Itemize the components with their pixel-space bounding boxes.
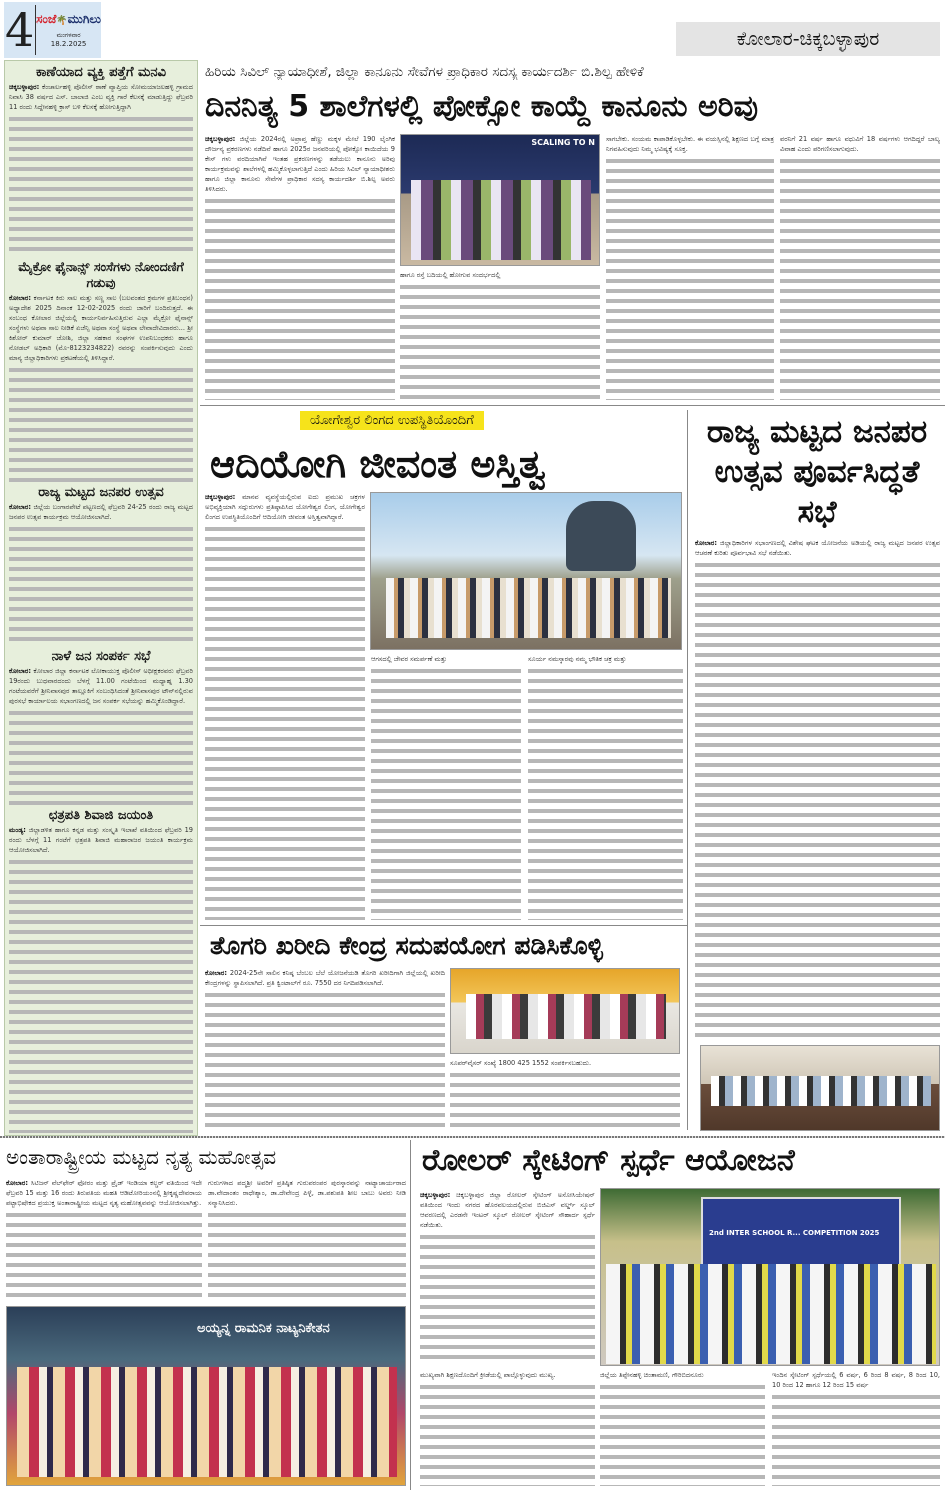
masthead: [4, 2, 101, 58]
skating-photo: [600, 1188, 940, 1366]
brief-headline: ಕಾಣೆಯಾದ ವ್ಯಕ್ತಿ ಪತ್ತೆಗೆ ಮನವಿ: [35, 65, 167, 80]
photo-banner: 2nd INTER SCHOOL R... COMPETITION 2025: [709, 1229, 880, 1237]
dance-headline: ಅಂತಾರಾಷ್ಟ್ರೀಯ ಮಟ್ಟದ ನೃತ್ಯ ಮಹೋತ್ಸವ: [6, 1145, 277, 1169]
togari-photo: [450, 968, 680, 1054]
divider: [200, 925, 687, 926]
palm-icon: 🌴: [56, 16, 68, 26]
adiyogi-headline: ಆದಿಯೋಗಿ ಜೀವಂತ ಅಸ್ತಿತ್ವ: [210, 442, 546, 486]
brief-headline: ಛತ್ರಪತಿ ಶಿವಾಜಿ ಜಯಂತಿ: [48, 808, 154, 823]
dance-photo: [6, 1306, 406, 1486]
logo-part-2: ಮುಗಿಲು: [67, 12, 101, 26]
janapara-body: ಕೋಲಾರ: ಜಿಲ್ಲಾಧಿಕಾರಿಗಳ ಸಭಾಂಗಣದಲ್ಲಿ ವಿಶೇಷ ಘಟಕ ಯೋಜನೆಯ ಅಡಿಯಲ್ಲಿ ರಾಜ್ಯ ಮಟ್ಟದ ಜನಪರ ಉತ್ಸವ ಆಚರಣೆ ಕುರಿತು ಪೂರ್ವಭಾವಿ ಸಭೆ ನಡೆಯಿತು.: [695, 538, 940, 1040]
brief-headline: ಮೈಕ್ರೋ ಫೈನಾನ್ಸ್ ಸಂಸೆಗಳು ನೋಂದಣಿಗೆ ಗಡುವು: [18, 259, 184, 290]
skating-body-col-4: ಇಂದಿನ ಸ್ಕೇಟಿಂಗ್ ಸ್ಪರ್ಧೆಯಲ್ಲಿ 6 ವರ್ಷ, 6 ರಿಂದ 8 ವರ್ಷ, 8 ರಿಂದ 10, 10 ರಿಂದ 12 ಹಾಗೂ 12 ರಿಂದ 15 ವರ್ಷ: [772, 1370, 940, 1486]
togari-body-col-2: ಸೂಪರ್‌ವೈಸರ್ ಸಂಖ್ಯೆ 1800 425 1552 ಸಂಪರ್ಕಿಸಬಹುದು.: [450, 1058, 680, 1130]
weekday: ಮಂಗಳವಾರ: [56, 32, 81, 39]
brief-body: ಮಂಡ್ಯ: ಜಿಲ್ಲಾಡಳಿತ ಹಾಗೂ ಕನ್ನಡ ಮತ್ತು ಸಂಸ್ಕೃತಿ ಇಲಾಖೆ ವತಿಯಿಂದ ಫೆಬ್ರವರಿ 19 ರಂದು ಬೆಳಗ್ಗೆ 11 ಗಂಟೆಗೆ ಛತ್ರಪತಿ ಶಿವಾಜಿ ಮಹಾರಾಜರ ಜಯಂತಿ ಕಾರ್ಯಕ್ರಮ ಆಯೋಜಿಸಲಾಗಿದೆ.: [9, 825, 193, 1133]
skating-body-col-1: ಚಿಕ್ಕಬಳ್ಳಾಪುರ: ಚಿಕ್ಕಬಳ್ಳಾಪುರ ಜಿಲ್ಲಾ ರೋಲರ್ ಸ್ಕೇಟಿಂಗ್ ಅಸೋಸಿಯೇಷನ್ ವತಿಯಿಂದ ಇಂದು ನಗರದ ಹೊರವಲಯದಲ್ಲಿರುವ ಬಿಜಿಎಸ್ ವರ್ಲ್ಡ್ ಸ್ಕೂಲ್ ಆವರಣದಲ್ಲಿ ಎರಡನೇ ಇಂಟರ್ ಸ್ಕೂಲ್ ರೋಲರ್ ಸ್ಕೇಟಿಂಗ್ ಸೌಹಾರ್ದ ಸ್ಪರ್ಧೆ ನಡೆಯಿತು.: [420, 1190, 595, 1365]
section-title: ಕೋಲಾರ-ಚಿಕ್ಕಬಳ್ಳಾಪುರ: [676, 22, 940, 56]
page-number: 4: [4, 3, 35, 57]
paper-logo: [36, 12, 101, 48]
togari-body-col-1: ಕೋಲಾರ: 2024-25ನೇ ಸಾಲಿನ ಕನಿಷ್ಠ ಬೆಂಬಲ ಬೆಲೆ ಯೋಜನೆಯಡಿ ತೊಗರಿ ಖರೀದಿಗಾಗಿ ಜಿಲ್ಲೆಯಲ್ಲಿ ಖರೀದಿ ಕೇಂದ್ರಗಳನ್ನು ಸ್ಥಾಪಿಸಲಾಗಿದೆ. ಪ್ರತಿ ಕ್ವಿಂಟಾಲ್‌ಗೆ ರೂ. 7550 ದರ ನಿಗದಿಪಡಿಸಲಾಗಿದೆ.: [205, 968, 445, 1130]
adiyogi-body-col-1: ಚಿಕ್ಕಬಳ್ಳಾಪುರ: ಮಾನವ ವ್ಯವಸ್ಥೆಯಲ್ಲಿರುವ ಐದು ಪ್ರಮುಖ ಚಕ್ರಗಳ ಅಭಿವ್ಯಕ್ತಿಯಾಗಿ ಸದ್ಗುರುಗಳು ಪ್ರತಿಷ್ಠಾಪಿಸಿದ ಯೋಗೇಶ್ವರ ಲಿಂಗ, ಯೋಗೇಶ್ವರ ಲಿಂಗದ ಉಪಸ್ಥಿತಿಯೊಂದಿಗೆ ಆದಿಯೋಗಿ ಜೀವಂತ ಅಸ್ತಿತ್ವವಾಗಿದ್ದಾರೆ.: [205, 492, 365, 920]
lead-body-col-4: ವರನಿಗೆ 21 ವರ್ಷ ಹಾಗೂ ವಧುವಿಗೆ 18 ವರ್ಷಗಳು ಆಗದಿದ್ದರೆ ಬಾಲ್ಯ ವಿವಾಹ ಎಂದು ಪರಿಗಣಿಸಲಾಗುವುದು.: [780, 134, 940, 400]
logo-part-1: ಸಂಜೆ: [36, 12, 57, 26]
lead-kicker: ಹಿರಿಯ ಸಿವಿಲ್ ನ್ಯಾಯಾಧೀಶೆ, ಜಿಲ್ಲಾ ಕಾನೂನು ಸೇವೆಗಳ ಪ್ರಾಧಿಕಾರ ಸದಸ್ಯ ಕಾರ್ಯದರ್ಶಿ ಬಿ.ಶಿಲ್ಪ ಹೇಳಿಕೆ: [205, 64, 644, 80]
brief-headline: ರಾಜ್ಯ ಮಟ್ಟದ ಜನಪರ ಉತ್ಸವ: [38, 485, 164, 500]
divider: [410, 1140, 411, 1490]
lead-body-col-1: ಚಿಕ್ಕಬಳ್ಳಾಪುರ: ಜಿಲ್ಲೆಯ 2024ರಲ್ಲಿ ಅಪ್ರಾಪ್ತ ಹೆಣ್ಣು ಮಕ್ಕಳ ಮೇಲೆ 190 ಲೈಂಗಿಕ ದೌರ್ಜನ್ಯ ಪ್ರಕರಣಗಳು ನಡೆದಿವೆ ಹಾಗೂ 2025ರ ಜನವರಿಯಲ್ಲಿ ಪೋಕ್ಸೋ ಕಾಯಿದೆಯ 9 ಕೇಸ್ ಗಳು ವರದಿಯಾಗಿವೆ ಇಂತಹ ಪ್ರಕರಣಗಳನ್ನು ತಡೆಯಲು ಕಾನೂನು ಅರಿವು ಕಾರ್ಯಕ್ರಮವನ್ನು ಶಾಲೆಗಳಲ್ಲಿ ಹಮ್ಮಿಕೊಳ್ಳಲಾಗುತ್ತಿದೆ ಎಂದು ಹಿರಿಯ ಸಿವಿಲ್ ನ್ಯಾಯಾಧೀಶರು ಹಾಗೂ ಜಿಲ್ಲಾ ಕಾನೂನು ಸೇವೆಗಳ ಪ್ರಾಧಿಕಾರ ಸದಸ್ಯ ಕಾರ್ಯದರ್ಶಿ ಬಿ.ಶಿಲ್ಪ ಅವರು ತಿಳಿಸಿದರು.: [205, 134, 395, 400]
lead-photo: [400, 134, 600, 266]
skating-body-col-2: ಮುಖ್ಯವಾಗಿ ಶಿಕ್ಷಣದೊಂದಿಗೆ ಕ್ರೀಡೆಯಲ್ಲಿ ಪಾಲ್ಗೊಳ್ಳುವುದು ಮುಖ್ಯ.: [420, 1370, 595, 1486]
left-news-column: [4, 60, 198, 1136]
adiyogi-photo: [370, 492, 682, 650]
lead-headline: ದಿನನಿತ್ಯ 5 ಶಾಲೆಗಳಲ್ಲಿ ಪೋಕ್ಸೋ ಕಾಯ್ದೆ ಕಾನೂನು ಅರಿವು: [205, 89, 759, 124]
brief-body: ಕೋಲಾರ: ಜಿಲ್ಲೆಯ ಬಂಗಾರಪೇಟೆ ಪಟ್ಟಣದಲ್ಲಿ ಫೆಬ್ರವರಿ 24-25 ರಂದು ರಾಜ್ಯ ಮಟ್ಟದ ಜನಪರ ಉತ್ಸವ ಕಾರ್ಯಕ್ರಮ ಆಯೋಜಿಸಲಾಗಿದೆ.: [9, 502, 193, 647]
adiyogi-kicker: ಯೋಗೇಶ್ವರ ಲಿಂಗದ ಉಪಸ್ಥಿತಿಯೊಂದಿಗೆ: [300, 411, 484, 430]
janapara-headline: ರಾಜ್ಯ ಮಟ್ಟದ ಜನಪರ ಉತ್ಸವ ಪೂರ್ವಸಿದ್ಧತೆ ಸಭೆ: [706, 414, 928, 530]
brief-body: ಚಿಕ್ಕಬಳ್ಳಾಪುರ: ಕೆಂಚಾರ್ಲಹಳ್ಳಿ ಪೊಲೀಸ್ ಠಾಣೆ ವ್ಯಾಪ್ತಿಯ ಸೋಮಯಾಜಲಹಳ್ಳಿ ಗ್ರಾಮದ ನಿವಾಸಿ 38 ವರ್ಷದ ಎಸ್. ಬಾಲಾಜಿ ಎಂಬ ವ್ಯಕ್ತಿ ಗಾರೆ ಕೆಲಸಕ್ಕೆ ಮಾಡುತ್ತಿದ್ದು ಫೆಬ್ರವರಿ 11 ರಂದು ಸಿದ್ದೇನಹಳ್ಳಿ ಕ್ರಾಸ್ ಬಳಿ ಕೆಲಸಕ್ಕೆ ಹೋಗುತ್ತಿದ್ದಾಗಿ: [9, 82, 193, 257]
issue-date: 18.2.2025: [50, 40, 87, 48]
dance-body-col-1: ಕೋಲಾರ: ಸಿಟಿಜನ್ ವೆಲ್‌ಫೇರ್ ಫೋರಂ ಮತ್ತು ಪ್ರೈಡ್ ಇಂಡಿಯಾ ಕಲ್ಚರ್ ವತಿಯಿಂದ ಇದೇ ಫೆಬ್ರವರಿ 15 ಮತ್ತು 16 ರಂದು ತಿರುಪತಿಯ ಮಹತಿ ಆಡಿಟೋರಿಯಂನಲ್ಲಿ ಶ್ರೀಕೃಷ್ಣದೇವರಾಯ ಪಟ್ಟಾಭಿಷೇಕದ ಪ್ರಯುಕ್ತ ಅಂತಾರಾಷ್ಟ್ರೀಯ ಮಟ್ಟದ ನೃತ್ಯ ಮಹೋತ್ಸವವನ್ನು ಆಯೋಜಿಸಲಾಗಿತ್ತು.: [6, 1178, 202, 1302]
janapara-photo: [700, 1045, 940, 1131]
brief-body: ಕೋಲಾರ: ಕೋಲಾರ ಜಿಲ್ಲಾ ಕರ್ನಾಟಕ ಲೋಕಾಯುಕ್ತ ಪೊಲೀಸ್ ಅಧೀಕ್ಷಕರವರು ಫೆಬ್ರವರಿ 19ರಂದು ಬುಧವಾರದಂದು ಬೆಳಗ್ಗೆ 11.00 ಗಂಟೆಯಿಂದ ಮಧ್ಯಾಹ್ನ 1.30 ಗಂಟೆಯವರೆಗೆ ಶ್ರೀನಿವಾಸಪುರ ತಾಲ್ಲೂಕಿಗೆ ಸಂಬಂಧಿಸಿದಂತೆ ಶ್ರೀನಿವಾಸಪುರ ಟೌನ್‌ನಲ್ಲಿರುವ ಪುರಸಭೆ ಕಾರ್ಯಾಲಯ ಸಭಾಂಗಣದಲ್ಲಿ ಜನ ಸಂಪರ್ಕ ಸಭೆಯನ್ನು ಹಮ್ಮಿಕೊಂಡಿದ್ದಾರೆ.: [9, 666, 193, 806]
photo-banner: SCALING TO N: [531, 138, 595, 147]
skating-body-col-3: ಜಿಲ್ಲೆಯ ತಿಪ್ಪೇನಹಳ್ಳಿ ಚಿಂತಾಮಣಿ, ಗೌರಿಬಿದನೂರು: [600, 1370, 765, 1486]
photo-banner: ಅಯ್ಯನ್ನ ರಾಮನಿಕ ನಾಟ್ಯನಿಕೇತನ: [197, 1321, 330, 1336]
dance-body-col-2: ಗುರುಗಳಾದ ಪದ್ಮಶ್ರೀ ಅವರಿಗೆ ಪ್ರತಿಷ್ಠಿತ ಗುರುಪರಂಪರ ಪುರಸ್ಕಾರವನ್ನು ನಾಟ್ಯಾಚಾರ್ಯರಾದ ಡಾ.ವೇದಾಂತಂ ರಾಧೇಶ್ಯಾಂ, ಡಾ.ದೇವೇಂದ್ರ ಪಿಳ್ಳೆ, ಡಾ.ಪಶುಪತಿ ಶೀಲ ಬಾಬು ಅವರು ನೀಡಿ ಸನ್ಮಾನಿಸಿದರು.: [208, 1178, 406, 1302]
divider: [200, 405, 945, 406]
divider: [687, 410, 688, 1130]
adiyogi-body-col-3: ಸೂರ್ಯ ನಮಸ್ಕಾರವು ನಮ್ಮ ಭೌತಿಕ ಚಕ್ರ ಮತ್ತು: [528, 654, 683, 920]
brief-body: ಕೋಲಾರ: ಕರ್ನಾಟಕ ಕಿರು ಸಾಲ ಮತ್ತು ಸಣ್ಣ ಸಾಲ (ಬಲವಂತದ ಕ್ರಮಗಳ ಪ್ರತಿಬಂಧನ) ಅಧ್ಯಾದೇಶ 2025 ದಿನಾಂಕ 12-02-2025 ರಂದು ಜಾರಿಗೆ ಬಂದಿರುತ್ತದೆ. ಈ ಸಂಬಂಧ ಕೋಲಾರ ಜಿಲ್ಲೆಯಲ್ಲಿ ಕಾರ್ಯನಿರ್ವಹಿಸುತ್ತಿರುವ ಎಲ್ಲಾ ಮೈಕ್ರೋ ಫೈನಾನ್ಸ್ ಸಂಸ್ಥೆಗಳು ಅಥವಾ ಸಾಲ ನೀಡಿಕೆ ಏಜೆನ್ಸಿ ಅಥವಾ ಸಂಸ್ಥೆ ಅಥವಾ ಲೇವಾದೇವಿದಾರರು... ಶ್ರೀ ಕಿಶೋರ್ ಕುಮಾರ್ ಜೋಶಿ, ಜಿಲ್ಲಾ ಸಹಕಾರ ಸಂಘಗಳ ಉಪನಿಬಂಧಕರು ಹಾಗೂ ನೋಡಲ್ ಅಧಿಕಾರಿ (ಮೊ-8123234822) ರವರನ್ನು ಸಂಪರ್ಕಿಸುವುದು ಎಂದು ಮಾನ್ಯ ಜಿಲ್ಲಾಧಿಕಾರಿಗಳು ಪ್ರಕಟಣೆಯಲ್ಲಿ ತಿಳಿಸಿದ್ದಾರೆ.: [9, 293, 193, 483]
brief-headline: ನಾಳೆ ಜನ ಸಂಪರ್ಕ ಸಭೆ: [51, 649, 151, 664]
skating-headline: ರೋಲರ್ ಸ್ಕೇಟಿಂಗ್ ಸ್ಪರ್ಧೆ ಆಯೋಜನೆ: [422, 1143, 795, 1178]
togari-headline: ತೊಗರಿ ಖರೀದಿ ಕೇಂದ್ರ ಸದುಪಯೋಗ ಪಡಿಸಿಕೊಳ್ಳಿ: [210, 931, 603, 960]
lead-body-col-2: ಹಾಗೂ ರಸ್ತೆ ಬದಿಯಲ್ಲಿ ಹೋಗುವ ಸಂದರ್ಭದಲ್ಲಿ: [400, 270, 600, 400]
adiyogi-body-col-2: ಆಗಸದಲ್ಲಿ ಜೇವರ ಸಮರ್ಪಣೆ ಮತ್ತು: [371, 654, 521, 920]
lead-body-col-3: ಸಾಗಬೇಕು. ಸಂಯಮ ಕಾಪಾಡಿಕೊಳ್ಳಬೇಕು. ಈ ವಯಸ್ಸಿನಲ್ಲಿ ಶಿಕ್ಷಣದ ಬಗ್ಗೆ ಮಾತ್ರ ನಿಗವಹಿಸುವುದು ನಿಮ್ಮ ಭವಿಷ್ಯಕ್ಕೆ ಸೂಕ್ತ.: [606, 134, 774, 400]
